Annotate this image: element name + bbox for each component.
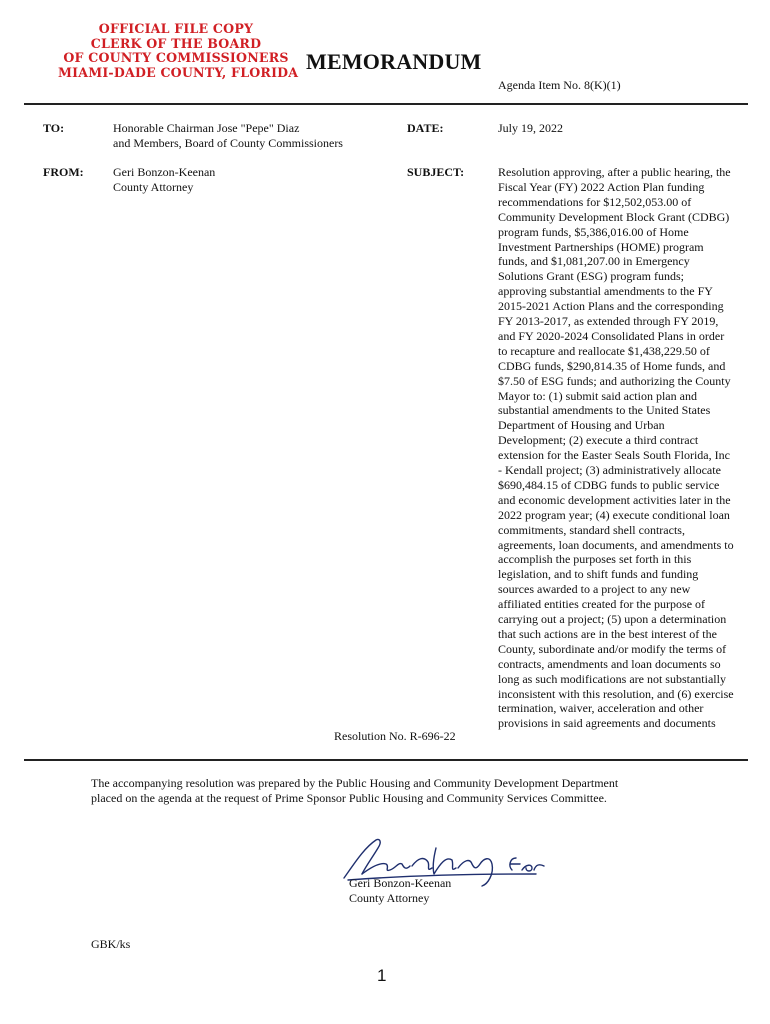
subject-line: Resolution approving, after a public hearing, the xyxy=(498,165,731,179)
subject-label: SUBJECT: xyxy=(407,165,465,179)
subject-line: 2015-2021 Action Plans and the corresponding xyxy=(498,299,724,314)
subject-line: Community Development Block Grant (CDBG) xyxy=(498,209,730,224)
subject-line: that such actions are in the best interest of the xyxy=(498,626,717,641)
subject-line: sources awarded to a project to any new xyxy=(498,582,691,597)
from-line: County Attorney xyxy=(113,180,194,194)
from-line: Geri Bonzon-Keenan xyxy=(113,165,216,179)
agenda-item-number: Agenda Item No. 8(K)(1) xyxy=(498,78,621,92)
preparation-note xyxy=(91,776,618,806)
to-line: Honorable Chairman Jose "Pepe" Diaz xyxy=(113,121,300,135)
note-line: placed on the agenda at the request of Prime Sponsor Public Housing and Community Services Committee. xyxy=(91,791,607,805)
subject-line: program funds, $5,386,016.00 of Home xyxy=(498,224,689,239)
subject-line: funds, and $1,081,207.00 in Emergency xyxy=(498,254,690,269)
subject-line: to recapture and reallocate $1,438,229.50 of xyxy=(498,343,710,358)
subject-line: legislation, and to shift funds and funding xyxy=(498,567,699,582)
official-file-copy-stamp xyxy=(58,21,299,80)
subject-line: and FY 2020-2024 Consolidated Plans in order xyxy=(498,328,725,343)
subject-line: Fiscal Year (FY) 2022 Action Plan funding xyxy=(498,179,705,194)
subject-line: Mayor to: (1) submit said action plan and xyxy=(498,388,697,403)
to-recipients xyxy=(113,121,343,151)
subject-line: Development; (2) execute a third contract xyxy=(498,433,699,448)
subject-line: termination, waiver, acceleration and other xyxy=(498,701,704,716)
stamp-line: MIAMI-DADE COUNTY, FLORIDA xyxy=(58,64,299,80)
subject-line: long as such modifications are not substantially xyxy=(498,671,726,686)
subject-line: Department of Housing and Urban xyxy=(498,418,665,433)
subject-line: affiliated entities created for the purpose of xyxy=(498,597,706,612)
signatory xyxy=(349,876,451,906)
subject-line: CDBG funds, $290,814.35 of Home funds, and xyxy=(498,358,726,373)
stamp-line: OFFICIAL FILE COPY xyxy=(98,21,254,36)
subject-line: accomplish the purposes set forth in this xyxy=(498,552,692,567)
subject-line: Investment Partnerships (HOME) program xyxy=(498,239,704,254)
typist-initials: GBK/ks xyxy=(91,937,131,951)
top-divider xyxy=(24,103,748,105)
subject-line: extension for the Easter Seals South Florida, Inc xyxy=(498,448,730,463)
bottom-divider xyxy=(24,759,748,761)
memo-title: MEMORANDUM xyxy=(306,49,482,74)
subject-line: approving substantial amendments to the FY xyxy=(498,284,713,299)
subject-line: contracts, amendments and loan documents so xyxy=(498,656,721,671)
subject-line: Solutions Grant (ESG) program funds; xyxy=(498,269,684,284)
subject-line: substantial amendments to the United States xyxy=(498,403,711,418)
signatory-title: County Attorney xyxy=(349,891,430,905)
subject-line: recommendations for $12,502,053.00 of xyxy=(498,194,692,209)
resolution-number: Resolution No. R-696-22 xyxy=(334,729,456,743)
subject-line: 2022 program year; (4) execute conditional loan xyxy=(498,507,730,522)
date-value: July 19, 2022 xyxy=(498,121,564,135)
subject-line: and economic development activities later in the xyxy=(498,492,731,507)
subject-line: carrying out a project; (5) upon a determination xyxy=(498,612,727,626)
to-label: TO: xyxy=(43,121,65,135)
subject-line: commitments, standard shell contracts, xyxy=(498,522,685,537)
subject-line: $690,484.15 of CDBG funds to public service xyxy=(498,477,720,492)
subject-line: County, subordinate and/or modify the terms of xyxy=(498,641,727,656)
stamp-line: OF COUNTY COMMISSIONERS xyxy=(63,50,289,65)
stamp-line: CLERK OF THE BOARD xyxy=(90,35,262,51)
subject-line: - Kendall project; (3) administratively allocate xyxy=(498,463,721,477)
date-label: DATE: xyxy=(407,121,444,135)
subject-line: inconsistent with this resolution, and (6) exercise xyxy=(498,686,734,701)
from-label: FROM: xyxy=(43,165,84,179)
signatory-name: Geri Bonzon-Keenan xyxy=(349,876,452,890)
to-line: and Members, Board of County Commissioners xyxy=(113,136,343,150)
note-line: The accompanying resolution was prepared by the Public Housing and Community Development Department xyxy=(91,776,619,790)
subject-line: provisions in said agreements and documents xyxy=(498,716,716,731)
from-sender xyxy=(113,165,215,195)
page-number: 1 xyxy=(377,966,387,985)
subject-line: FY 2013-2017, as extended through FY 2019, xyxy=(498,314,719,328)
subject-line: agreements, loan documents, and amendments to xyxy=(498,537,734,552)
subject-line: $7.50 of ESG funds; and authorizing the County xyxy=(498,373,731,388)
